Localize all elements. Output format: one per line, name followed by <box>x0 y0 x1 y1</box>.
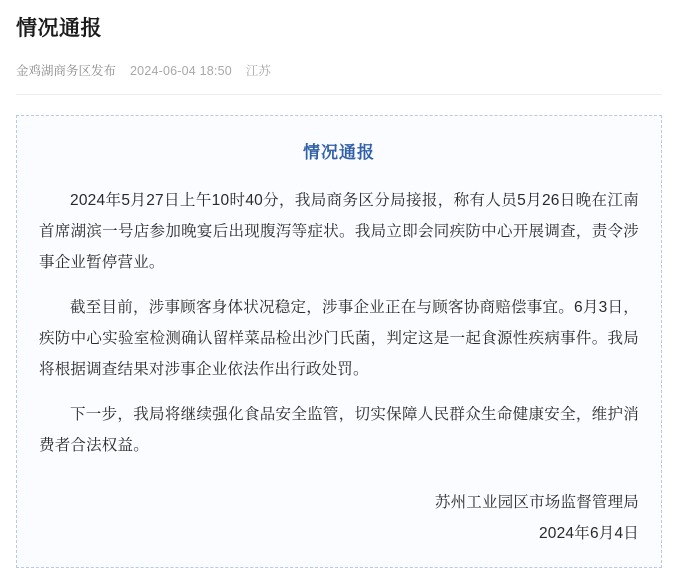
notice-paragraph: 2024年5月27日上午10时40分，我局商务区分局接报，称有人员5月26日晚在江南首席湖滨一号店参加晚宴后出现腹泻等症状。我局立即会同疾防中心开展调查，责令涉事企业暂停营业。 <box>39 192 639 271</box>
article-datetime: 2024-06-04 18:50 <box>130 64 232 78</box>
notice-paragraph: 截至目前，涉事顾客身体状况稳定，涉事企业正在与顾客协商赔偿事宜。6月3日，疾防中心实验室检测确认留样菜品检出沙门氏菌，判定这是一起食源性疾病事件。我局将根据调查结果对涉事企业依法作出行政处罚。 <box>39 299 639 378</box>
page-title: 情况通报 <box>16 17 102 40</box>
notice-signature: 苏州工业园区市场监督管理局 <box>434 494 639 511</box>
article-body <box>0 95 678 568</box>
notice-card <box>16 115 662 568</box>
article-header <box>0 0 678 95</box>
notice-paragraph: 下一步，我局将继续强化食品安全监管，切实保障人民群众生命健康安全，维护消费者合法权益。 <box>39 406 639 454</box>
notice-heading: 情况通报 <box>303 143 375 162</box>
article-location: 江苏 <box>245 64 271 78</box>
article-meta <box>16 62 662 80</box>
article-source: 金鸡湖商务区发布 <box>16 64 117 78</box>
notice-sign-date: 2024年6月4日 <box>538 525 639 542</box>
